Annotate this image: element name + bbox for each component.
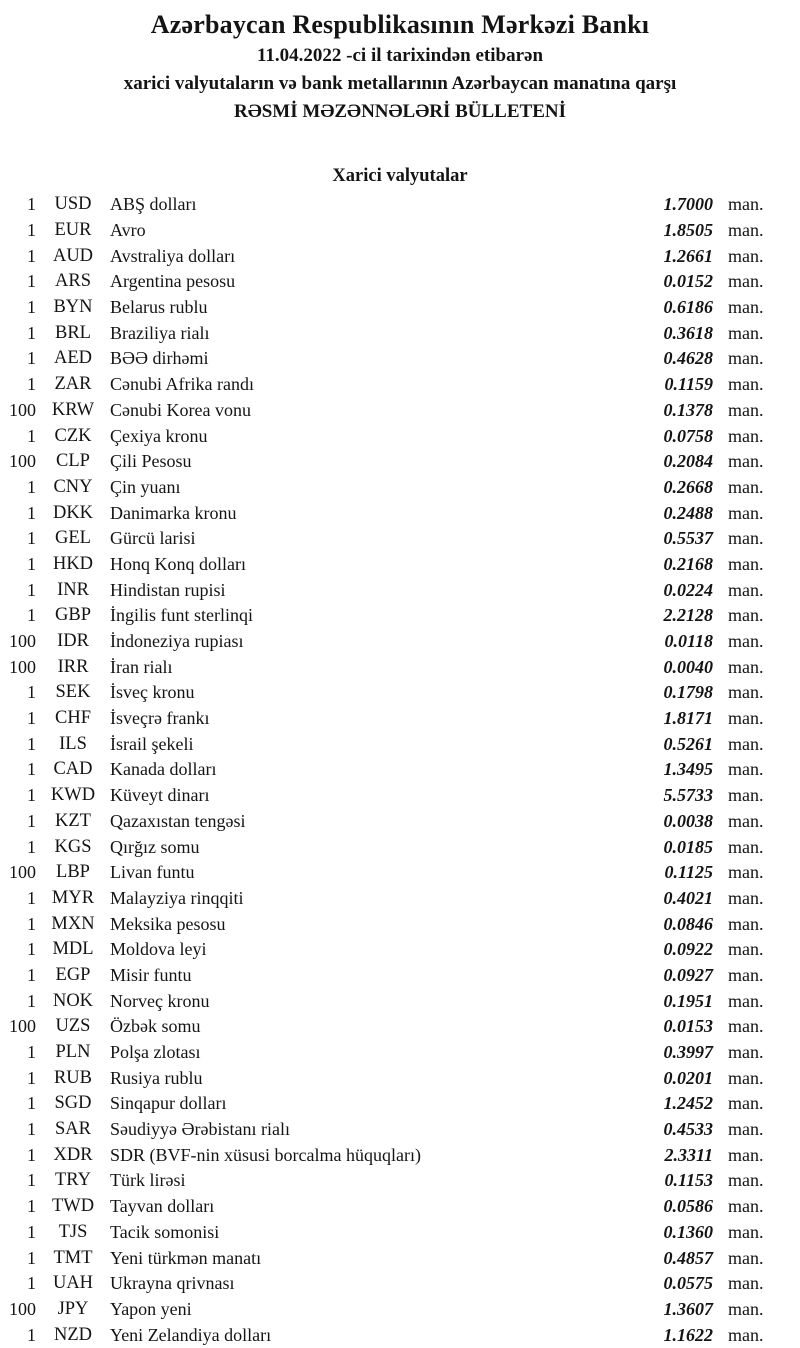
- table-row: [0, 1220, 800, 1246]
- currency-name-cell: Səudiyyə Ərəbistanı rialı: [110, 1119, 290, 1140]
- currency-code-cell: JPY: [57, 1298, 89, 1319]
- unit-cell: man.: [728, 451, 764, 472]
- currency-name-cell: Belarus rublu: [110, 297, 208, 318]
- currency-code-cell: IRR: [57, 656, 89, 677]
- currency-name-cell: Çexiya kronu: [110, 425, 208, 446]
- table-row: [0, 603, 800, 629]
- quantity-cell: 1: [27, 245, 36, 266]
- currency-code-cell: EGP: [55, 964, 91, 985]
- rate-cell: 0.1378: [663, 399, 713, 420]
- table-row: [0, 269, 800, 295]
- table-row: [0, 1168, 800, 1194]
- table-row: [0, 1194, 800, 1220]
- table-row: [0, 1040, 800, 1066]
- quantity-cell: 1: [27, 220, 36, 241]
- unit-cell: man.: [728, 862, 764, 883]
- currency-code-cell: LBP: [56, 862, 90, 883]
- currency-code-cell: UAH: [52, 1273, 94, 1294]
- currency-name-cell: Rusiya rublu: [110, 1067, 203, 1088]
- unit-cell: man.: [728, 939, 764, 960]
- table-row: [0, 346, 800, 372]
- quantity-cell: 100: [9, 631, 36, 652]
- rate-cell: 1.2452: [663, 1093, 713, 1114]
- currency-code-cell: CLP: [56, 451, 90, 472]
- unit-cell: man.: [728, 1298, 764, 1319]
- unit-cell: man.: [728, 913, 764, 934]
- currency-name-cell: Norveç kronu: [110, 990, 210, 1011]
- quantity-cell: 1: [27, 579, 36, 600]
- unit-cell: man.: [728, 399, 764, 420]
- rate-cell: 0.0586: [663, 1196, 713, 1217]
- table-row: [0, 1142, 800, 1168]
- quantity-cell: 1: [27, 502, 36, 523]
- table-row: [0, 963, 800, 989]
- rate-cell: 0.1159: [664, 374, 713, 395]
- table-row: [0, 937, 800, 963]
- quantity-cell: 1: [27, 1196, 36, 1217]
- rate-cell: 0.6186: [663, 297, 713, 318]
- effective-date-line: 11.04.2022 -ci il tarixindən etibarən: [256, 45, 544, 66]
- quantity-cell: 1: [27, 810, 36, 831]
- unit-cell: man.: [728, 1042, 764, 1063]
- section-title: Xarici valyutalar: [332, 166, 468, 186]
- table-row: [0, 218, 800, 244]
- table-row: [0, 423, 800, 449]
- quantity-cell: 1: [27, 1042, 36, 1063]
- unit-cell: man.: [728, 297, 764, 318]
- currency-name-cell: İsrail şekeli: [110, 733, 194, 754]
- rate-cell: 0.1153: [664, 1170, 713, 1191]
- table-row: [0, 1322, 800, 1348]
- quantity-cell: 1: [27, 990, 36, 1011]
- quantity-cell: 1: [27, 1170, 36, 1191]
- table-row: [0, 886, 800, 912]
- unit-cell: man.: [728, 605, 764, 626]
- unit-cell: man.: [728, 245, 764, 266]
- unit-cell: man.: [728, 759, 764, 780]
- unit-cell: man.: [728, 1067, 764, 1088]
- bulletin-title: RƏSMİ MƏZƏNNƏLƏRİ BÜLLETENİ: [233, 101, 566, 122]
- currency-name-cell: Türk lirəsi: [110, 1170, 186, 1191]
- currency-name-cell: Malayziya rinqqiti: [110, 887, 244, 908]
- quantity-cell: 100: [9, 1016, 36, 1037]
- table-row: [0, 1297, 800, 1323]
- currency-name-cell: Çin yuanı: [110, 476, 181, 497]
- table-row: [0, 783, 800, 809]
- currency-name-cell: İsveç kronu: [110, 682, 195, 703]
- rate-cell: 0.2488: [663, 502, 713, 523]
- currency-name-cell: İran rialı: [110, 656, 173, 677]
- currency-name-cell: Polşa zlotası: [110, 1042, 201, 1063]
- rate-cell: 0.0927: [663, 964, 713, 985]
- rate-cell: 0.1360: [663, 1221, 713, 1242]
- unit-cell: man.: [728, 631, 764, 652]
- unit-cell: man.: [728, 708, 764, 729]
- currency-code-cell: GEL: [55, 528, 91, 549]
- currency-code-cell: TRY: [55, 1170, 91, 1191]
- rate-cell: 0.0575: [663, 1273, 713, 1294]
- rate-cell: 5.5733: [663, 785, 713, 806]
- rate-cell: 0.0758: [663, 425, 713, 446]
- currency-name-cell: Tayvan dolları: [110, 1196, 215, 1217]
- currency-code-cell: TWD: [51, 1196, 95, 1217]
- currency-code-cell: KRW: [51, 399, 95, 420]
- quantity-cell: 1: [27, 964, 36, 985]
- table-row: [0, 372, 800, 398]
- currency-name-cell: Livan funtu: [110, 862, 195, 883]
- table-row: [0, 860, 800, 886]
- currency-name-cell: Tacik somonisi: [110, 1221, 220, 1242]
- table-row: [0, 243, 800, 269]
- currency-code-cell: BRL: [55, 322, 91, 343]
- currency-code-cell: RUB: [53, 1067, 93, 1088]
- table-row: [0, 526, 800, 552]
- table-row: [0, 731, 800, 757]
- rate-cell: 0.0846: [663, 913, 713, 934]
- rate-cell: 0.0201: [663, 1067, 713, 1088]
- table-row: [0, 757, 800, 783]
- rate-cell: 2.3311: [664, 1144, 713, 1165]
- currency-code-cell: KGS: [54, 836, 92, 857]
- currency-name-cell: Kanada dolları: [110, 759, 217, 780]
- quantity-cell: 1: [27, 322, 36, 343]
- currency-name-cell: Gürcü larisi: [110, 528, 196, 549]
- currency-code-cell: AUD: [52, 245, 94, 266]
- quantity-cell: 1: [27, 759, 36, 780]
- currency-code-cell: ILS: [59, 733, 87, 754]
- currency-code-cell: ARS: [55, 271, 91, 292]
- quantity-cell: 1: [27, 1093, 36, 1114]
- currency-code-cell: BYN: [53, 297, 93, 318]
- quantity-cell: 1: [27, 1144, 36, 1165]
- table-row: [0, 706, 800, 732]
- unit-cell: man.: [728, 1093, 764, 1114]
- rate-cell: 1.8505: [663, 220, 713, 241]
- rate-cell: 0.5537: [663, 528, 713, 549]
- unit-cell: man.: [728, 1016, 764, 1037]
- currency-code-cell: PLN: [55, 1042, 91, 1063]
- unit-cell: man.: [728, 887, 764, 908]
- rate-cell: 0.0224: [663, 579, 713, 600]
- table-row: [0, 320, 800, 346]
- table-row: [0, 1117, 800, 1143]
- rate-cell: 1.1622: [663, 1324, 713, 1345]
- rate-cell: 1.8171: [663, 708, 713, 729]
- table-row: [0, 911, 800, 937]
- currency-name-cell: İngilis funt sterlinqi: [110, 605, 253, 626]
- currency-code-cell: KZT: [55, 810, 91, 831]
- quantity-cell: 1: [27, 1273, 36, 1294]
- quantity-cell: 1: [27, 271, 36, 292]
- subtitle-line: xarici valyutaların və bank metallarının Azərbaycan manatına qarşı: [123, 73, 677, 94]
- currency-code-cell: CNY: [53, 476, 93, 497]
- unit-cell: man.: [728, 785, 764, 806]
- quantity-cell: 1: [27, 785, 36, 806]
- currency-name-cell: Yapon yeni: [110, 1298, 192, 1319]
- currency-code-cell: IDR: [57, 631, 89, 652]
- currency-name-cell: İsveçrə frankı: [110, 708, 210, 729]
- unit-cell: man.: [728, 502, 764, 523]
- unit-cell: man.: [728, 271, 764, 292]
- quantity-cell: 1: [27, 1221, 36, 1242]
- table-row: [0, 1014, 800, 1040]
- table-row: [0, 577, 800, 603]
- unit-cell: man.: [728, 322, 764, 343]
- unit-cell: man.: [728, 1170, 764, 1191]
- quantity-cell: 1: [27, 733, 36, 754]
- unit-cell: man.: [728, 1247, 764, 1268]
- rate-cell: 0.0922: [663, 939, 713, 960]
- quantity-cell: 100: [9, 399, 36, 420]
- table-row: [0, 500, 800, 526]
- rate-cell: 0.2168: [663, 553, 713, 574]
- quantity-cell: 1: [27, 913, 36, 934]
- unit-cell: man.: [728, 220, 764, 241]
- quantity-cell: 1: [27, 528, 36, 549]
- currency-name-cell: Cənubi Korea vonu: [110, 399, 251, 420]
- quantity-cell: 1: [27, 476, 36, 497]
- rate-cell: 0.1951: [663, 990, 713, 1011]
- unit-cell: man.: [728, 1144, 764, 1165]
- quantity-cell: 1: [27, 1324, 36, 1345]
- quantity-cell: 1: [27, 708, 36, 729]
- unit-cell: man.: [728, 425, 764, 446]
- currency-name-cell: Braziliya rialı: [110, 322, 210, 343]
- currency-name-cell: ABŞ dolları: [110, 194, 197, 215]
- currency-code-cell: USD: [54, 194, 92, 215]
- rates-table: [0, 192, 800, 1348]
- unit-cell: man.: [728, 1273, 764, 1294]
- currency-code-cell: TMT: [53, 1247, 93, 1268]
- table-row: [0, 192, 800, 218]
- currency-code-cell: INR: [57, 579, 89, 600]
- table-row: [0, 680, 800, 706]
- table-row: [0, 295, 800, 321]
- quantity-cell: 1: [27, 425, 36, 446]
- rate-cell: 1.3495: [663, 759, 713, 780]
- currency-code-cell: KWD: [50, 785, 96, 806]
- unit-cell: man.: [728, 682, 764, 703]
- table-row: [0, 1065, 800, 1091]
- rate-cell: 0.1798: [663, 682, 713, 703]
- rate-cell: 0.0118: [664, 631, 713, 652]
- quantity-cell: 100: [9, 656, 36, 677]
- currency-name-cell: Moldova leyi: [110, 939, 207, 960]
- unit-cell: man.: [728, 964, 764, 985]
- table-row: [0, 1091, 800, 1117]
- currency-code-cell: DKK: [52, 502, 94, 523]
- quantity-cell: 1: [27, 939, 36, 960]
- currency-code-cell: CZK: [54, 425, 92, 446]
- rate-cell: 0.3997: [663, 1042, 713, 1063]
- rate-cell: 0.4628: [663, 348, 713, 369]
- currency-name-cell: Avro: [110, 220, 146, 241]
- quantity-cell: 1: [27, 348, 36, 369]
- currency-code-cell: UZS: [55, 1016, 91, 1037]
- quantity-cell: 100: [9, 451, 36, 472]
- table-row: [0, 809, 800, 835]
- rate-cell: 0.0040: [663, 656, 713, 677]
- currency-code-cell: EUR: [54, 220, 92, 241]
- rate-cell: 0.5261: [663, 733, 713, 754]
- unit-cell: man.: [728, 528, 764, 549]
- quantity-cell: 1: [27, 887, 36, 908]
- rate-cell: 0.1125: [664, 862, 713, 883]
- rate-cell: 0.0152: [663, 271, 713, 292]
- rate-cell: 2.2128: [663, 605, 713, 626]
- currency-name-cell: Küveyt dinarı: [110, 785, 210, 806]
- currency-code-cell: ZAR: [54, 374, 92, 395]
- rate-cell: 0.2668: [663, 476, 713, 497]
- currency-name-cell: Meksika pesosu: [110, 913, 226, 934]
- currency-code-cell: TJS: [58, 1221, 88, 1242]
- currency-name-cell: Yeni türkmən manatı: [110, 1247, 262, 1268]
- unit-cell: man.: [728, 194, 764, 215]
- table-row: [0, 1271, 800, 1297]
- currency-name-cell: Honq Konq dolları: [110, 553, 246, 574]
- currency-name-cell: Qazaxıstan tengəsi: [110, 810, 246, 831]
- currency-code-cell: MDL: [52, 939, 94, 960]
- unit-cell: man.: [728, 374, 764, 395]
- quantity-cell: 1: [27, 374, 36, 395]
- currency-code-cell: MXN: [51, 913, 95, 934]
- rate-cell: 0.0038: [663, 810, 713, 831]
- table-row: [0, 654, 800, 680]
- table-row: [0, 834, 800, 860]
- quantity-cell: 1: [27, 297, 36, 318]
- table-row: [0, 552, 800, 578]
- quantity-cell: 1: [27, 194, 36, 215]
- currency-code-cell: NZD: [53, 1324, 93, 1345]
- quantity-cell: 1: [27, 1067, 36, 1088]
- rate-cell: 0.3618: [663, 322, 713, 343]
- currency-name-cell: Argentina pesosu: [110, 271, 236, 292]
- currency-code-cell: GBP: [55, 605, 91, 626]
- quantity-cell: 100: [9, 862, 36, 883]
- currency-name-cell: İndoneziya rupiası: [110, 631, 244, 652]
- quantity-cell: 1: [27, 836, 36, 857]
- unit-cell: man.: [728, 1119, 764, 1140]
- quantity-cell: 100: [9, 1298, 36, 1319]
- unit-cell: man.: [728, 1324, 764, 1345]
- currency-name-cell: Misir funtu: [110, 964, 192, 985]
- currency-name-cell: Sinqapur dolları: [110, 1093, 227, 1114]
- currency-code-cell: HKD: [52, 553, 94, 574]
- currency-code-cell: NOK: [52, 990, 94, 1011]
- currency-code-cell: CAD: [53, 759, 93, 780]
- table-row: [0, 449, 800, 475]
- unit-cell: man.: [728, 476, 764, 497]
- currency-name-cell: Avstraliya dolları: [110, 245, 236, 266]
- currency-name-cell: Ukrayna qrivnası: [110, 1273, 235, 1294]
- currency-name-cell: Özbək somu: [110, 1016, 201, 1037]
- unit-cell: man.: [728, 733, 764, 754]
- unit-cell: man.: [728, 579, 764, 600]
- unit-cell: man.: [728, 656, 764, 677]
- unit-cell: man.: [728, 836, 764, 857]
- table-row: [0, 475, 800, 501]
- currency-code-cell: SAR: [55, 1119, 91, 1140]
- currency-name-cell: SDR (BVF-nin xüsusi borcalma hüquqları): [110, 1144, 421, 1165]
- rate-cell: 0.0185: [663, 836, 713, 857]
- rate-cell: 0.4533: [663, 1119, 713, 1140]
- unit-cell: man.: [728, 990, 764, 1011]
- rate-cell: 1.2661: [663, 245, 713, 266]
- quantity-cell: 1: [27, 1247, 36, 1268]
- table-row: [0, 1245, 800, 1271]
- currency-name-cell: Danimarka kronu: [110, 502, 237, 523]
- currency-name-cell: BƏƏ dirhəmi: [110, 348, 209, 369]
- rate-cell: 0.0153: [663, 1016, 713, 1037]
- table-row: [0, 398, 800, 424]
- page-title: Azərbaycan Respublikasının Mərkəzi Bankı: [150, 10, 650, 39]
- unit-cell: man.: [728, 810, 764, 831]
- rate-cell: 0.4021: [663, 887, 713, 908]
- currency-code-cell: SGD: [54, 1093, 92, 1114]
- currency-name-cell: Qırğız somu: [110, 836, 200, 857]
- table-row: [0, 629, 800, 655]
- quantity-cell: 1: [27, 682, 36, 703]
- currency-code-cell: XDR: [53, 1144, 93, 1165]
- rate-cell: 1.3607: [663, 1298, 713, 1319]
- quantity-cell: 1: [27, 553, 36, 574]
- currency-name-cell: Cənubi Afrika randı: [110, 374, 254, 395]
- table-row: [0, 988, 800, 1014]
- quantity-cell: 1: [27, 1119, 36, 1140]
- rate-cell: 0.4857: [663, 1247, 713, 1268]
- rate-cell: 1.7000: [663, 194, 713, 215]
- currency-code-cell: CHF: [55, 708, 91, 729]
- rate-cell: 0.2084: [663, 451, 713, 472]
- unit-cell: man.: [728, 1221, 764, 1242]
- quantity-cell: 1: [27, 605, 36, 626]
- unit-cell: man.: [728, 348, 764, 369]
- currency-name-cell: Çili Pesosu: [110, 451, 192, 472]
- unit-cell: man.: [728, 553, 764, 574]
- currency-name-cell: Yeni Zelandiya dolları: [110, 1324, 272, 1345]
- currency-code-cell: AED: [53, 348, 93, 369]
- currency-code-cell: MYR: [51, 887, 95, 908]
- currency-name-cell: Hindistan rupisi: [110, 579, 226, 600]
- currency-code-cell: SEK: [55, 682, 91, 703]
- unit-cell: man.: [728, 1196, 764, 1217]
